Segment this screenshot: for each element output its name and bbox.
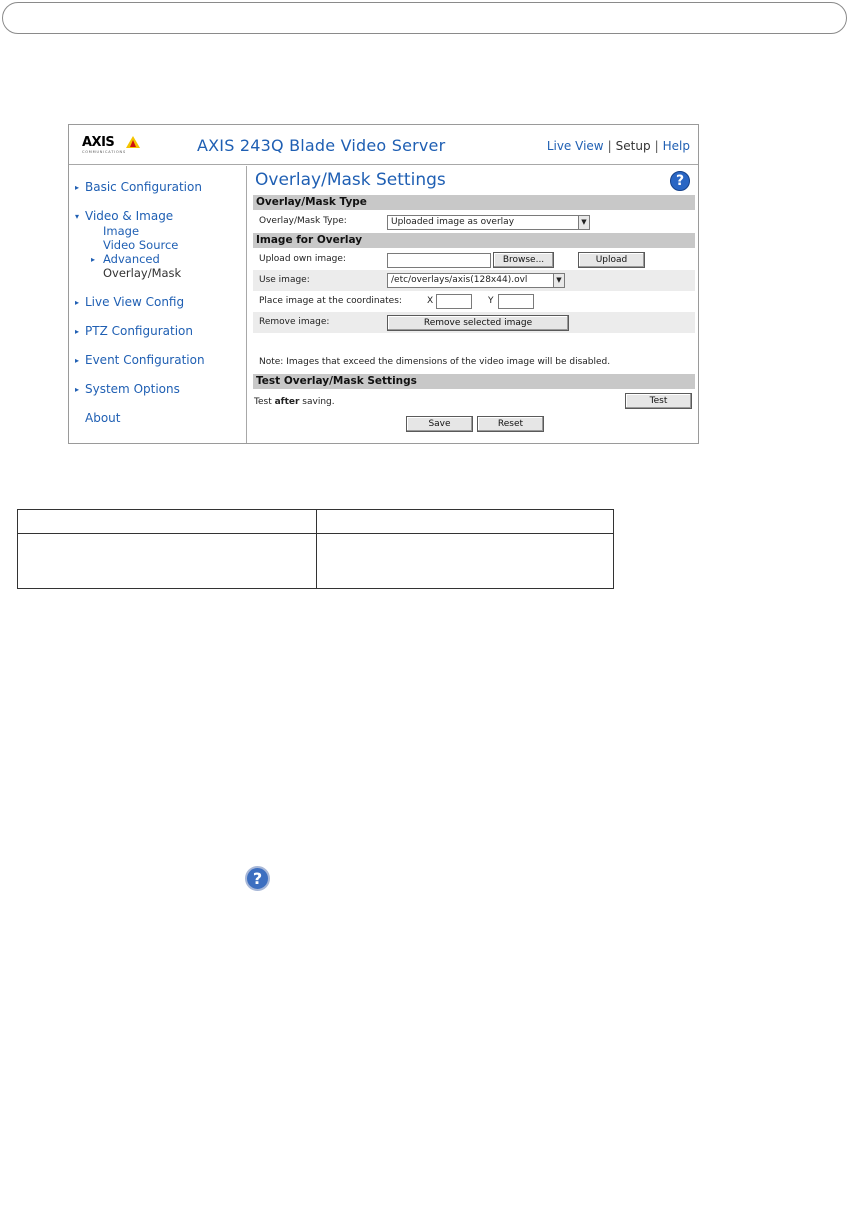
sidebar-item-live-view-config[interactable] — [75, 295, 184, 309]
test-button[interactable]: Test — [625, 393, 692, 409]
table-cell — [317, 534, 614, 589]
logo-text: AXIS — [82, 135, 115, 150]
section-overlay-mask-type: Overlay/Mask Type — [253, 195, 695, 210]
product-title: AXIS 243Q Blade Video Server — [197, 136, 446, 155]
sidebar-item-ptz-configuration[interactable] — [75, 324, 193, 338]
caret-right-icon: ▸ — [75, 183, 80, 192]
help-icon[interactable]: ? — [670, 171, 690, 191]
sidebar-sub-overlay-mask[interactable]: Overlay/Mask — [103, 266, 182, 280]
sidebar-item-label: Live View Config — [85, 295, 185, 309]
dropdown-arrow-icon: ▼ — [553, 274, 564, 287]
caret-right-icon: ▸ — [75, 356, 80, 365]
test-text-bold: after — [274, 397, 300, 407]
sidebar — [69, 166, 247, 443]
table-row — [18, 534, 614, 589]
remove-image-row — [253, 312, 695, 333]
save-button[interactable]: Save — [406, 416, 473, 432]
sidebar-sub-advanced[interactable] — [91, 252, 160, 266]
caret-down-icon: ▾ — [75, 212, 80, 221]
coordinates-row — [253, 291, 695, 312]
overlay-type-label: Overlay/Mask Type: — [259, 216, 347, 226]
top-links: Live View | Setup | Help — [546, 139, 690, 153]
caret-right-icon: ▸ — [91, 255, 96, 264]
y-coordinate-input[interactable] — [498, 294, 534, 309]
remove-selected-image-button[interactable]: Remove selected image — [387, 315, 569, 331]
remove-image-label: Remove image: — [259, 317, 330, 327]
sidebar-sub-label: Advanced — [103, 252, 160, 266]
sidebar-item-label: Video & Image — [85, 209, 174, 223]
table-row — [18, 510, 614, 534]
sidebar-item-label: PTZ Configuration — [85, 324, 193, 338]
test-instructions — [254, 397, 335, 407]
x-label: X — [427, 296, 434, 306]
overlay-type-row — [253, 211, 695, 232]
sidebar-item-video-image[interactable] — [75, 209, 173, 223]
page-title: Overlay/Mask Settings — [255, 170, 446, 190]
y-label: Y — [488, 296, 494, 306]
axis-setup-screenshot — [68, 124, 699, 444]
use-image-select[interactable] — [387, 273, 565, 288]
overlay-note: Note: Images that exceed the dimensions of the video image will be disabled. — [259, 357, 611, 367]
settings-content — [249, 166, 696, 443]
sidebar-item-system-options[interactable] — [75, 382, 180, 396]
sidebar-item-event-configuration[interactable] — [75, 353, 205, 367]
table-cell — [317, 510, 614, 534]
section-image-for-overlay: Image for Overlay — [253, 233, 695, 248]
live-view-link[interactable]: Live View — [546, 139, 604, 153]
upload-row — [253, 249, 695, 270]
test-text-pre: Test — [254, 397, 275, 407]
caret-right-icon: ▸ — [75, 327, 80, 336]
upload-file-input[interactable] — [387, 253, 491, 268]
section-test-overlay-mask: Test Overlay/Mask Settings — [253, 374, 695, 389]
test-text-post: saving. — [299, 397, 335, 407]
upload-label: Upload own image: — [259, 254, 346, 264]
sidebar-sub-image[interactable]: Image — [103, 224, 140, 238]
use-image-label: Use image: — [259, 275, 310, 285]
caret-right-icon: ▸ — [75, 298, 80, 307]
app-header — [69, 125, 698, 165]
help-icon: ? — [245, 866, 270, 891]
setup-link[interactable]: Setup — [615, 139, 651, 153]
sidebar-item-label: About — [85, 411, 121, 425]
caret-right-icon: ▸ — [75, 385, 80, 394]
use-image-value: /etc/overlays/axis(128x44).ovl — [391, 275, 528, 285]
overlay-type-value: Uploaded image as overlay — [391, 217, 515, 227]
page-header-bar — [2, 2, 847, 34]
upload-button[interactable]: Upload — [578, 252, 645, 268]
sidebar-item-about[interactable] — [75, 411, 120, 425]
help-link[interactable]: Help — [662, 139, 690, 153]
overlay-type-select[interactable] — [387, 215, 590, 230]
logo-triangle-inner-icon — [130, 140, 136, 147]
sidebar-item-label: System Options — [85, 382, 180, 396]
table-cell — [18, 534, 317, 589]
coordinates-label: Place image at the coordinates: — [259, 296, 402, 306]
sidebar-item-label: Basic Configuration — [85, 180, 202, 194]
sidebar-item-label: Event Configuration — [85, 353, 205, 367]
use-image-row — [253, 270, 695, 291]
axis-logo — [82, 135, 140, 159]
dropdown-arrow-icon: ▼ — [578, 216, 589, 229]
doc-table — [17, 509, 614, 589]
reset-button[interactable]: Reset — [477, 416, 544, 432]
sidebar-sub-video-source[interactable]: Video Source — [103, 238, 179, 252]
x-coordinate-input[interactable] — [436, 294, 472, 309]
logo-subtext: COMMUNICATIONS — [82, 150, 126, 154]
table-cell — [18, 510, 317, 534]
sidebar-item-basic-configuration[interactable] — [75, 180, 202, 194]
browse-button[interactable]: Browse... — [493, 252, 554, 268]
